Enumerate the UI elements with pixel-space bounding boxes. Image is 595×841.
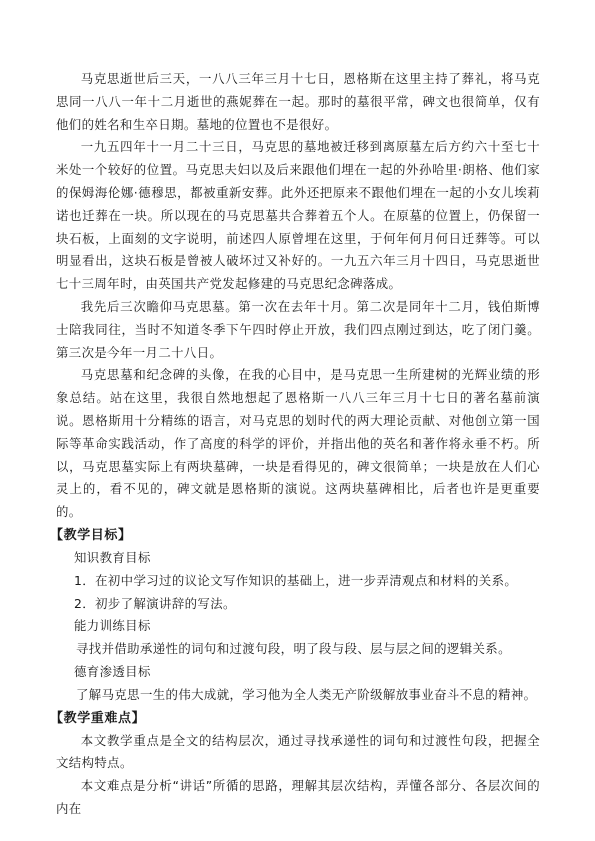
paragraph-relocation: 一九五四年十一月二十三日，马克思的墓地被迁移到离原墓左后方约六十至七十米处一个较好的位置。马克思夫妇以及后来跟他们埋在一起的外孙哈里·朗格、他们家的保姆海伦娜·德穆思，都被重新安葬。此外还把原来不跟他们埋在一起的小女儿埃莉诺也迁葬在一块。所以现在的马克思墓共合葬着五个人。在原墓的位置上，仍保留一块石板，上面刻的文字说明，前述四人原曾埋在这里，于何年何月何日迁葬等。可以明显看出，这块石板是曾被人破坏过又补好的。一九五六年三月十四日，马克思逝世七十三周年时，由英国共产党发起修建的马克思纪念碑落成。 <box>56 139 540 292</box>
paragraph-funeral: 马克思逝世后三天，一八八三年三月十七日，恩格斯在这里主持了葬礼，将马克思同一八八一年十二月逝世的燕妮葬在一起。那时的墓很平常，碑文也很简单，仅有他们的姓名和生卒日期。墓地的位置也不是很好。 <box>56 71 540 132</box>
document-body <box>50 68 540 821</box>
moral-goal-title: 德育渗透目标 <box>74 663 151 679</box>
paragraph-visits: 我先后三次瞻仰马克思墓。第一次在去年十月。第二次是同年十二月，钱伯斯博士陪我同往，当时不知道冬季下午四时停止开放，我们四点刚过到达，吃了闭门羹。第三次是今年一月二十八日。 <box>56 298 540 360</box>
teaching-goals-heading: 【教学目标】 <box>50 527 132 543</box>
ability-goal-title: 能力训练目标 <box>74 618 151 634</box>
knowledge-goal-item: 2．初步了解演讲辞的写法。 <box>74 595 236 611</box>
ability-goal-text: 寻找并借助承递性的词句和过渡句段，明了段与段、层与层之间的逻辑关系。 <box>76 641 511 657</box>
difficult-point-text: 本文难点是分析“讲话”所循的思路，理解其层次结构，弄懂各部分、各层次间的内在 <box>56 778 540 816</box>
moral-goal-text: 了解马克思一生的伟大成就，学习他为全人类无产阶级解放事业奋斗不息的精神。 <box>76 686 537 702</box>
key-point-text: 本文教学重点是全文的结构层次，通过寻找承递性的词句和过渡性句段，把握全文结构特点。 <box>56 732 540 771</box>
paragraph-two-tombstones: 马克思墓和纪念碑的头像，在我的心目中，是马克思一生所建树的光辉业绩的形象总结。站在这里，我很自然地想起了恩格斯一八八三年三月十七日的著名墓前演说。恩格斯用十分精练的语言，对马克思的划时代的两大理论贡献、对他创立第一国际等革命实践活动，作了高度的科学的评价，并指出他的英名和著作将永垂不朽。所以，马克思墓实际上有两块墓碑，一块是看得见的，碑文很简单；一块是放在人们心灵上的，看不见的，碑文就是恩格斯的演说。这两块墓碑相比，后者也许是更重要的。 <box>56 367 540 520</box>
knowledge-goal-item: 1．在初中学习过的议论文写作知识的基础上，进一步弄清观点和材料的关系。 <box>74 572 518 588</box>
knowledge-goal-title: 知识教育目标 <box>74 549 151 565</box>
key-difficult-points-heading: 【教学重难点】 <box>50 710 146 726</box>
